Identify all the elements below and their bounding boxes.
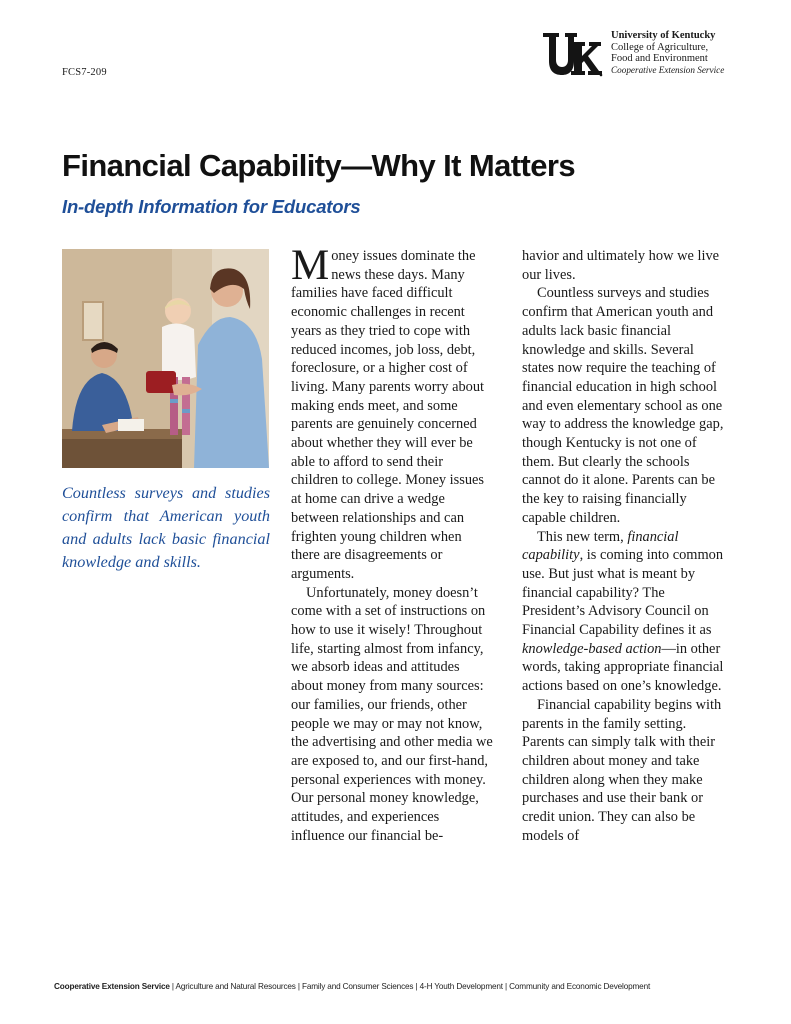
family-finance-photo xyxy=(62,249,269,468)
extension-service-name: Cooperative Extension Service xyxy=(611,64,725,75)
paragraph: havior and ultimately how we live our lives. xyxy=(522,248,720,283)
paragraph: Financial capability begins with parents in the family setting. Parents can simply talk with their children about money and take children along when they make purchases and use their bank or credit union. They can also be models of xyxy=(522,696,722,844)
body-column-1 xyxy=(291,242,493,846)
paragraph-text: This new term, xyxy=(537,528,628,545)
body-column-2 xyxy=(522,247,724,846)
paragraph: Countless surveys and studies confirm that American youth and adults lack basic financial knowledge and skills. Several states now require the teaching of financial education in high school and even elementary school as one way to address the knowledge gap, though Kentucky is not one of them. But clearly the schools cannot do it alone. Parents can be the key to raising financially capable children. xyxy=(522,285,724,526)
page-title: Financial Capability—Why It Matters xyxy=(62,148,575,183)
page-subtitle: In-depth Information for Educators xyxy=(62,196,361,217)
paragraph-text: —in other words, taking appropriate financial actions based on one’s knowledge. xyxy=(522,640,724,695)
footer-programs: | Agriculture and Natural Resources | Family and Consumer Sciences | 4-H Youth Development | Community and Economic Development xyxy=(169,982,651,991)
college-name-line1: College of Agriculture, xyxy=(611,41,709,53)
paragraph-text: , is coming into common use. But just what is meant by financial capability? The President’s Advisory Council on Financial Capability defines it as xyxy=(522,547,724,639)
uk-logo-icon xyxy=(541,30,603,78)
paragraph-text: oney issues dominate the news these days. Many families have faced difficult economic challenges in recent years as they tried to cope with reduced incomes, job loss, debt, foreclosure, or a higher cost of living. Many parents worry about making ends meet, and some parents are genuinely concerned about whether they will ever be able to afford to send their children to college. Money issues at home can drive a wedge between relationships and can frighten young children when there are disagreements or arguments. xyxy=(291,248,485,582)
paragraph xyxy=(291,242,493,584)
drop-cap: M xyxy=(291,242,330,289)
term-financial-capability: financial capability xyxy=(522,528,679,564)
footer xyxy=(54,982,754,991)
college-name-line2: Food and Environment xyxy=(611,53,708,64)
institution-block xyxy=(611,30,781,76)
paragraph: Unfortunately, money doesn’t come with a set of instructions on how to use it wisely! Throughout life, starting almost from infancy, we absorb ideas and attitudes about money from many sources: our families, our friends, other people we may or may not know, the advertising and other media we are exposed to, and our first-hand, personal experiences with money. Our personal money knowledge, attitudes, and experiences influence our financial be- xyxy=(291,584,493,844)
pull-quote: Countless surveys and studies confirm that American youth and adults lack basic financial knowledge and skills. xyxy=(62,484,270,571)
term-knowledge-based-action: knowledge-based action xyxy=(522,640,662,657)
paragraph xyxy=(522,528,724,696)
document-code: FCS7-209 xyxy=(62,67,107,78)
footer-service-label: Cooperative Extension Service xyxy=(54,982,170,991)
university-name: University of Kentucky xyxy=(611,30,716,41)
